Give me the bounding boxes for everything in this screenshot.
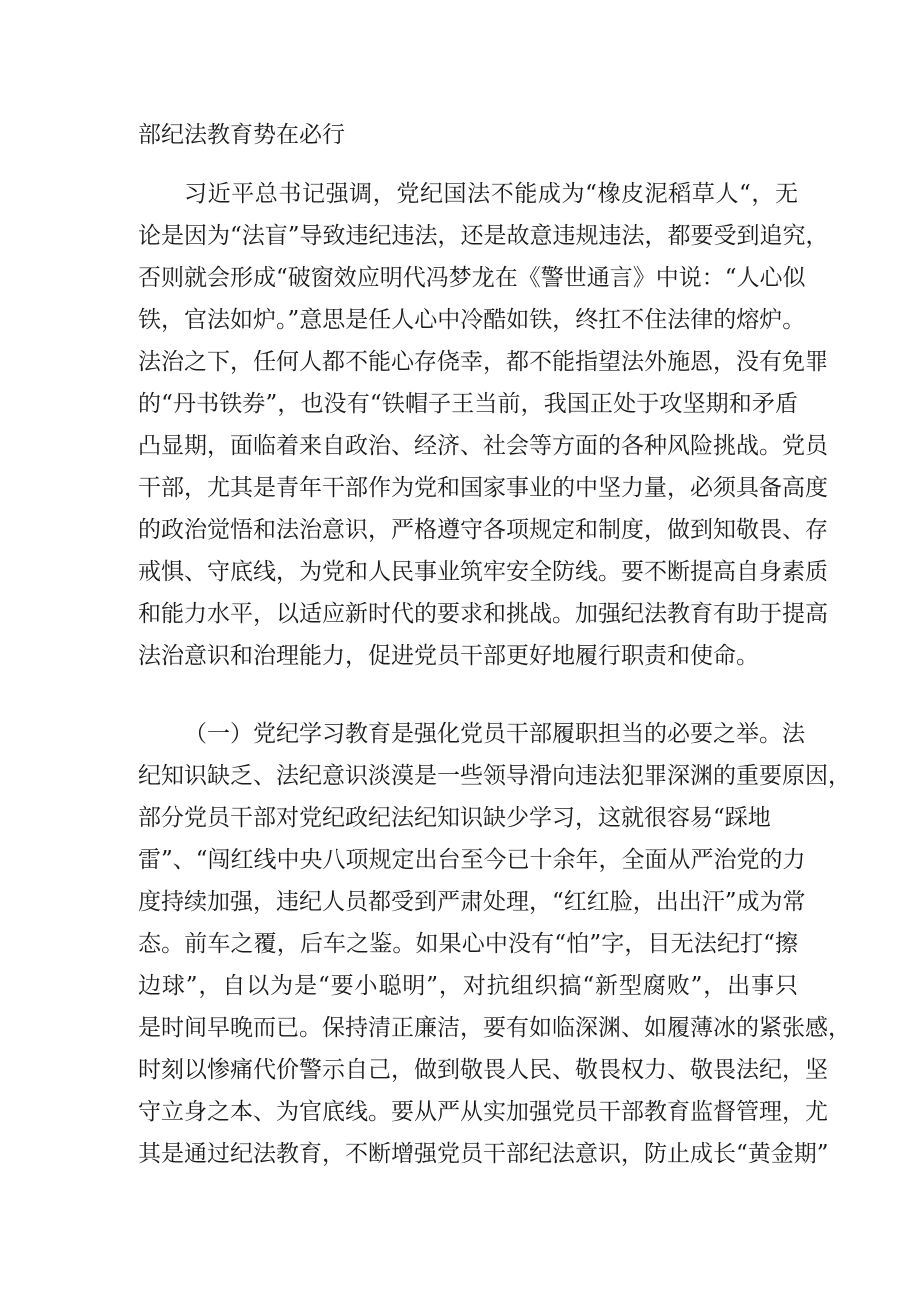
paragraph-1-line: 凸显期，面临着来自政治、经济、社会等方面的各种风险挑战。党员 [138,433,828,459]
paragraph-2-line: 度持续加强，违纪人员都受到严肃处理，“红红脸，出出汗”成为常 [138,889,806,915]
paragraph-2 [138,713,851,1175]
paragraph-1-line: 论是因为“法盲”导致违纪违法，还是故意违规违法，都要受到追究， [138,223,829,249]
paragraph-1 [138,173,829,677]
paragraph-1-line: 否则就会形成“破窗效应明代冯梦龙在《警世通言》中说：“人心似 [138,265,806,291]
paragraph-2-line: 守立身之本、为官底线。要从严从实加强党员干部教育监督管理，尤 [138,1099,828,1125]
paragraph-2-line: 雷”、“闯红线中央八项规定出台至今已十余年，全面从严治党的力 [138,847,806,873]
paragraph-1-line: 法治意识和治理能力，促进党员干部更好地履行职责和使命。 [138,643,759,669]
paragraph-2-line: （一）党纪学习教育是强化党员干部履职担当的必要之举。法 [184,721,805,747]
section-heading [138,114,798,156]
paragraph-1-line: 法治之下，任何人都不能心存侥幸，都不能指望法外施恩，没有免罪 [138,349,828,375]
paragraph-2-line: 是时间早晚而已。保持清正廉洁，要有如临深渊、如履薄冰的紧张感， [138,1015,851,1041]
paragraph-1-line: 的政治觉悟和法治意识，严格遵守各项规定和制度，做到知敬畏、存 [138,517,828,543]
heading-line: 部纪法教育势在必行 [138,122,345,148]
paragraph-1-line: 铁，官法如炉。”意思是任人心中冷酷如铁，终扛不住法律的熔炉。 [138,307,806,333]
paragraph-2-line: 其是通过纪法教育，不断增强党员干部纪法意识，防止成长“黄金期” [138,1141,829,1167]
paragraph-1-line: 戒惧、守底线，为党和人民事业筑牢安全防线。要不断提高自身素质 [138,559,828,585]
paragraph-1-line: 习近平总书记强调，党纪国法不能成为“橡皮泥稻草人“，无 [184,181,798,207]
paragraph-2-line: 态。前车之覆，后车之鉴。如果心中没有“怕”字，目无法纪打“擦 [138,931,798,957]
paragraph-1-line: 的“丹书铁券”，也没有“铁帽子王当前，我国正处于攻坚期和矛盾 [138,391,798,417]
paragraph-2-line: 边球”，自以为是“要小聪明”，对抗组织搞“新型腐败”，出事只 [138,973,798,999]
paragraph-1-line: 和能力水平，以适应新时代的要求和挑战。加强纪法教育有助于提高 [138,601,828,627]
paragraph-1-line: 干部，尤其是青年干部作为党和国家事业的中坚力量，必须具备高度 [138,475,828,501]
paragraph-2-line: 部分党员干部对党纪政纪法纪知识缺少学习，这就很容易“踩地 [138,805,771,831]
paragraph-2-line: 时刻以惨痛代价警示自己，做到敬畏人民、敬畏权力、敬畏法纪，坚 [138,1057,828,1083]
paragraph-2-line: 纪知识缺乏、法纪意识淡漠是一些领导滑向违法犯罪深渊的重要原因， [138,763,851,789]
